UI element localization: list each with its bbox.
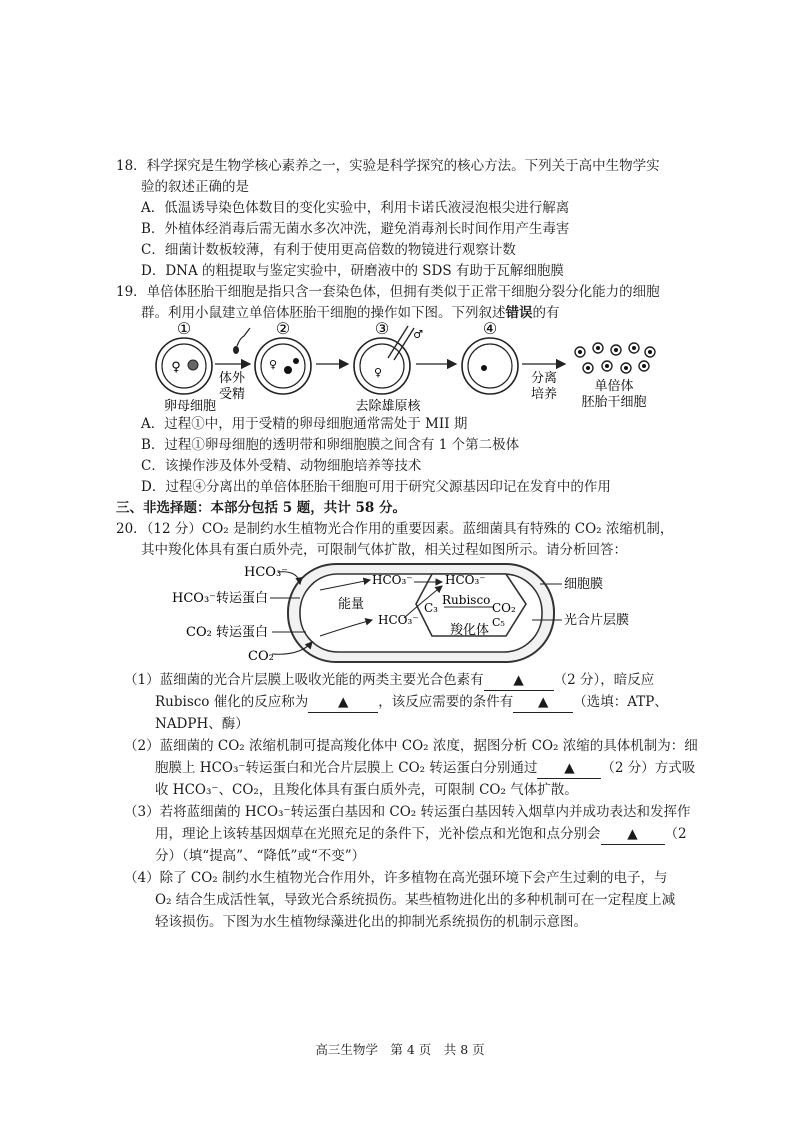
female-symbol: ♀	[171, 360, 181, 375]
q20-p3-text-b: （2	[664, 826, 687, 842]
thylakoid-label: 光合片层膜	[564, 613, 630, 628]
rubisco-label: Rubisco	[442, 593, 491, 607]
q18-stem-line2: 验的叙述正确的是	[141, 179, 249, 195]
ivf-label-2: 受精	[218, 387, 246, 402]
q20-part4-line2: O₂ 结合生成活性氧，导致光合系统损伤。某些植物进化出的多种机制可在一定程度上减	[155, 892, 676, 908]
co2-outer-label: CO₂	[248, 649, 274, 664]
step-1-label: ①	[176, 319, 192, 338]
stem-cell-cluster	[575, 343, 655, 373]
q20-part2-line3: 收 HCO₃⁻、CO₂，且羧化体具有蛋白质外壳，可限制 CO₂ 气体扩散。	[155, 782, 578, 798]
q19-stem-emphasis: 错误	[505, 305, 533, 321]
haploid-cell	[462, 338, 518, 394]
q20-part2-line1: （2）蓝细菌的 CO₂ 浓缩机制可提高羧化体中 CO₂ 浓度，据图分析 CO₂ 浓缩的具体机制为：细	[124, 738, 698, 754]
ivf-label-1: 体外	[218, 371, 246, 386]
q20-p1-answer-blank-1[interactable]: ▲	[484, 670, 554, 691]
q20-p2-text-b: （2 分）方式吸	[601, 760, 696, 776]
female-pronucleus-3: ♀	[373, 366, 383, 379]
q20-p3-answer-blank[interactable]: ▲	[601, 824, 665, 845]
hco3-inner-top: HCO₃⁻	[372, 573, 413, 587]
hco3-transporter-label: HCO₃⁻转运蛋白	[172, 591, 269, 606]
q18-option-b: B．外植体经消毒后需无菌水多次冲洗，避免消毒剂长时间作用产生毒害	[141, 221, 570, 237]
co2-carboxysome-label: CO₂	[492, 601, 516, 615]
q19-stem-text: 群。利用小鼠建立单倍体胚胎干细胞的操作如下图。下列叙述	[141, 305, 506, 321]
q19-option-d: D．过程④分离出的单倍体胚胎干细胞可用于研究父源基因印记在发育中的作用	[141, 479, 611, 495]
page-footer: 高三生物学 第 4 页 共 8 页	[315, 1042, 485, 1057]
q20-part4-line1: （4）除了 CO₂ 制约水生植物光合作用外，许多植物在高光强环境下会产生过剩的电子，与	[124, 870, 668, 886]
q18-stem-line1: 18．科学探究是生物学核心素养之一，实验是科学探究的核心方法。下列关于高中生物学实	[116, 158, 660, 174]
step-2-label: ②	[275, 319, 291, 338]
q20-part1-line3: NADPH、酶）	[155, 716, 249, 732]
section-three-heading: 三、非选择题：本部分包括 5 题，共计 58 分。	[116, 500, 406, 516]
separate-label-1: 分离	[530, 371, 558, 386]
q19-stem-line1: 19．单倍体胚胎干细胞是指只含一套染色体，但拥有类似于正常干细胞分裂分化能力的细胞	[116, 284, 660, 300]
zygote-cell	[255, 338, 311, 394]
q20-stem-line2: 其中羧化体具有蛋白质外壳，可限制气体扩散，相关过程如图所示。请分析回答：	[141, 542, 627, 558]
male-symbol: ♂	[413, 328, 423, 341]
carboxysome-label: 羧化体	[450, 623, 490, 638]
hco3-carboxysome-label: HCO₃⁻	[445, 573, 486, 587]
energy-label: 能量	[338, 597, 365, 612]
q19-embryo-diagram	[140, 318, 660, 418]
q19-option-b: B．过程①卵母细胞的透明带和卵细胞膜之间含有 1 个第二极体	[141, 437, 520, 453]
q20-stem-line1: 20．（12 分）CO₂ 是制约水生植物光合作用的重要因素。蓝细菌具有特殊的 CO₂ 浓缩机制，	[116, 521, 674, 537]
step-4-label: ④	[482, 319, 498, 338]
q20-p1-text-b: （2 分），暗反应	[553, 672, 655, 688]
q20-part4-line3: 轻该损伤。下图为水生植物绿藻进化出的抑制光系统损伤的机制示意图。	[155, 914, 587, 930]
q20-p1-text-a: （1）蓝细菌的光合片层膜上吸收光能的两类主要光合色素有	[124, 672, 484, 688]
female-pronucleus: ♀	[268, 358, 278, 371]
result-label-2: 胚胎干细胞	[581, 395, 647, 410]
q20-p1-text-c: Rubisco 催化的反应称为	[155, 694, 309, 710]
q20-p1-text-d: ，该反应需要的条件有	[378, 694, 514, 710]
q20-p1-answer-blank-2[interactable]: ▲	[308, 692, 378, 713]
hco3-outer-label: HCO₃⁻	[244, 565, 289, 580]
separate-label-2: 培养	[530, 387, 558, 402]
step-3-label: ③	[374, 319, 390, 338]
q20-part2-line2	[155, 758, 695, 779]
cell-membrane-label: 细胞膜	[564, 577, 604, 592]
sperm-icon	[233, 328, 250, 354]
c5-label: C₅	[492, 616, 505, 629]
oocyte-cell	[156, 338, 212, 394]
q20-part3-line1: （3）若将蓝细菌的 HCO₃⁻转运蛋白基因和 CO₂ 转运蛋白基因转入烟草内并成功表达和发挥作	[124, 804, 691, 820]
q18-option-d: D．DNA 的粗提取与鉴定实验中，研磨液中的 SDS 有助于瓦解细胞膜	[141, 263, 564, 279]
q20-part3-line3: 分）（填“提高”、“降低”或“不变”）	[155, 848, 366, 864]
q20-p2-answer-blank[interactable]: ▲	[537, 758, 601, 779]
q20-p2-text-a: 胞膜上 HCO₃⁻转运蛋白和光合片层膜上 CO₂ 转运蛋白分别通过	[155, 760, 538, 776]
oocyte-label: 卵母细胞	[163, 399, 217, 414]
q18-option-a: A．低温诱导染色体数目的变化实验中，利用卡诺氏液浸泡根尖进行解离	[141, 200, 570, 216]
q20-part3-line2	[155, 824, 687, 845]
q20-p1-text-e: （选填：ATP、	[573, 694, 668, 710]
q19-option-c: C．该操作涉及体外受精、动物细胞培养等技术	[141, 458, 422, 474]
c3-label: C₃	[424, 601, 438, 615]
result-label-1: 单倍体	[594, 379, 634, 394]
q18-option-c: C．细菌计数板较薄，有利于使用更高倍数的物镜进行观察计数	[141, 242, 516, 258]
q20-part1-line1	[124, 670, 654, 691]
q19-stem-end: 的有	[532, 305, 560, 321]
q20-p1-answer-blank-3[interactable]: ▲	[513, 692, 573, 713]
q20-p3-text-a: 用，理论上该转基因烟草在光照充足的条件下，光补偿点和光饱和点分别会	[155, 826, 601, 842]
remove-label: 去除雄原核	[355, 399, 421, 414]
hco3-inner-left: HCO₃⁻	[378, 613, 419, 627]
q19-option-a: A．过程①中，用于受精的卵母细胞通常需处于 MII 期	[141, 416, 468, 432]
co2-transporter-label: CO₂ 转运蛋白	[186, 625, 268, 640]
q20-part1-line2	[155, 692, 668, 713]
q20-cyanobacteria-diagram	[160, 560, 660, 670]
